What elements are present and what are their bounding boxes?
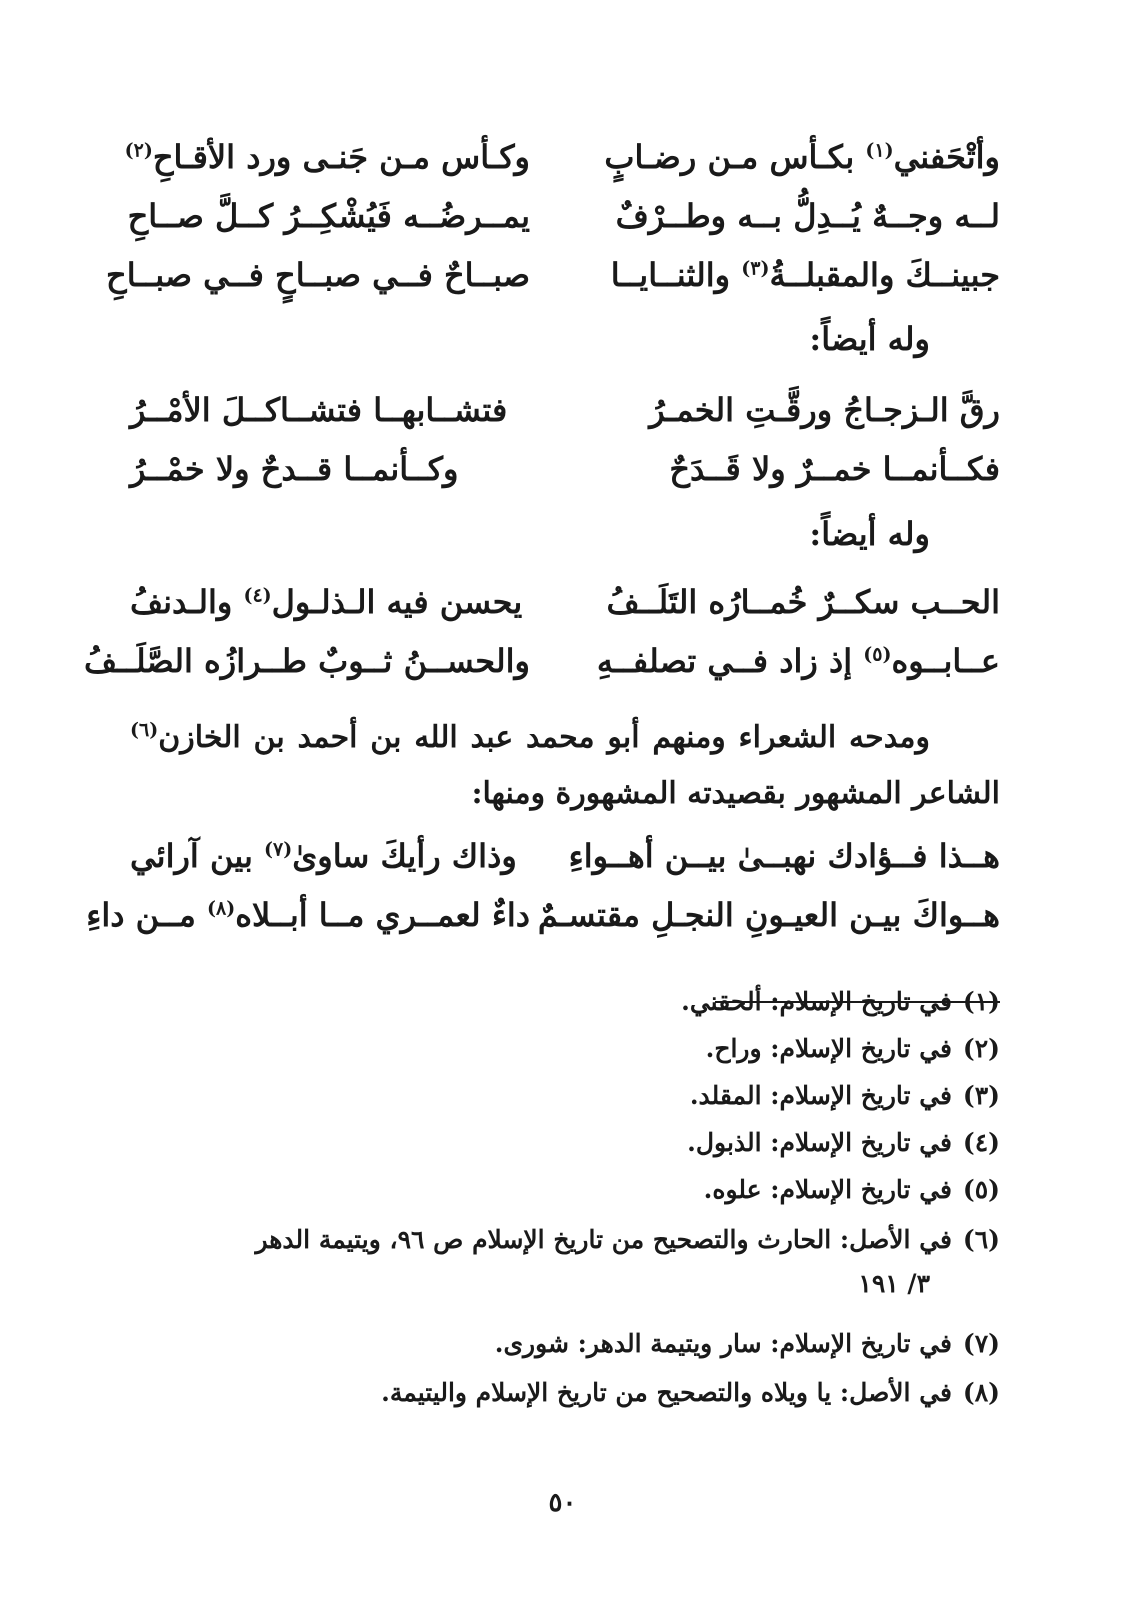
footnote: (٣)في تاريخ الإسلام: المقلد. — [689, 1081, 1000, 1110]
verse-line — [130, 380, 1000, 440]
left-hemistich: داءٌ لعمــري مــا أبــلاه$^{(٨)}$ مــن داءِ — [86, 896, 530, 934]
right-hemistich: رقَّ الـزجـاجُ ورقَّـتِ الخمـرُ — [649, 391, 1000, 429]
section-label: وله أيضاً: — [809, 515, 930, 553]
right-hemistich: عــابــوه$^{(٥)}$ إذ زاد فــي تصلفــهِ — [596, 642, 1000, 680]
left-hemistich: وكـأس مـن جَنـى ورد الأقـاحِ$^{(٢)}$ — [124, 138, 530, 176]
prose-paragraph — [130, 702, 1000, 822]
right-hemistich: جبينــكَ والمقبلــةُ$^{(٣)}$ والثنــايــا — [610, 256, 1000, 294]
right-hemistich: هــذا فــؤادك نهبــىٰ بيــن أهــواءِ — [568, 837, 1000, 875]
verse-line — [127, 186, 1000, 246]
section-label: وله أيضاً: — [809, 320, 930, 358]
verse-line — [86, 885, 1000, 945]
verse-line — [130, 439, 1000, 499]
left-hemistich: يحسن فيه الـذلـول$^{(٤)}$ والـدنفُ — [130, 583, 523, 621]
left-hemistich: يمــرضُــه فَيُشْكِــرُ كــلَّ صــاحِ — [127, 197, 530, 235]
footnote: (٥)في تاريخ الإسلام: علوه. — [703, 1175, 1000, 1204]
prose-line: ومدحه الشعراء ومنهم أبو محمد عبد الله بن أحمد بن الخازن$^{(٦)}$ — [130, 719, 930, 755]
right-hemistich: فكــأنمــا خمــرٌ ولا قَــدَحٌ — [669, 450, 1000, 488]
left-hemistich: وكــأنمــا قــدحٌ ولا خمْــرُ — [130, 450, 459, 488]
footnote: (٢)في تاريخ الإسلام: وراح. — [705, 1034, 1000, 1063]
footnote: (٤)في تاريخ الإسلام: الذبول. — [687, 1128, 1000, 1157]
left-hemistich: فتشــابهــا فتشــاكــلَ الأمْــرُ — [130, 391, 508, 429]
verse-line — [124, 127, 1000, 187]
verse-line — [84, 631, 1000, 691]
right-hemistich: هــواكَ بيـن العيـونِ النجـلِ مقتسـمٌ — [537, 896, 1000, 934]
verse-line — [130, 826, 1000, 886]
page-number: ٥٠ — [548, 1488, 577, 1518]
right-hemistich: وأتْحَفني$^{(١)}$ بكـأس مـن رضـابٍ — [604, 138, 1000, 176]
footnote: (٧)في تاريخ الإسلام: سار ويتيمة الدهر: شورى. — [494, 1329, 1000, 1358]
left-hemistich: صبــاحٌ فــي صبــاحٍ فــي صبــاحِ — [106, 256, 530, 294]
verse-line — [106, 245, 1000, 305]
left-hemistich: وذاك رأيكَ ساوىٰ$^{(٧)}$ بين آرائي — [130, 837, 517, 875]
left-hemistich: والحســنُ ثــوبٌ طــرازُه الصَّلَــفُ — [84, 642, 530, 680]
footnote: (٦)في الأصل: الحارث والتصحيح من تاريخ الإسلام ص ٩٦، ويتيمة الدهر ٣/ ١٩١ — [255, 1225, 1000, 1298]
right-hemistich: الحــب سكــرٌ خُمــارُه التَلَــفُ — [606, 583, 1000, 621]
footnote: (١)في تاريخ الإسلام: ألحقني. — [681, 987, 1000, 1016]
right-hemistich: لــه وجــهٌ يُــدِلُّ بــه وطــرْفٌ — [615, 197, 1000, 235]
footnote: (٨)في الأصل: يا ويلاه والتصحيح من تاريخ الإسلام واليتيمة. — [381, 1378, 1000, 1407]
verse-line — [130, 572, 1000, 632]
prose-line: الشاعر المشهور بقصيدته المشهورة ومنها: — [471, 776, 1000, 811]
